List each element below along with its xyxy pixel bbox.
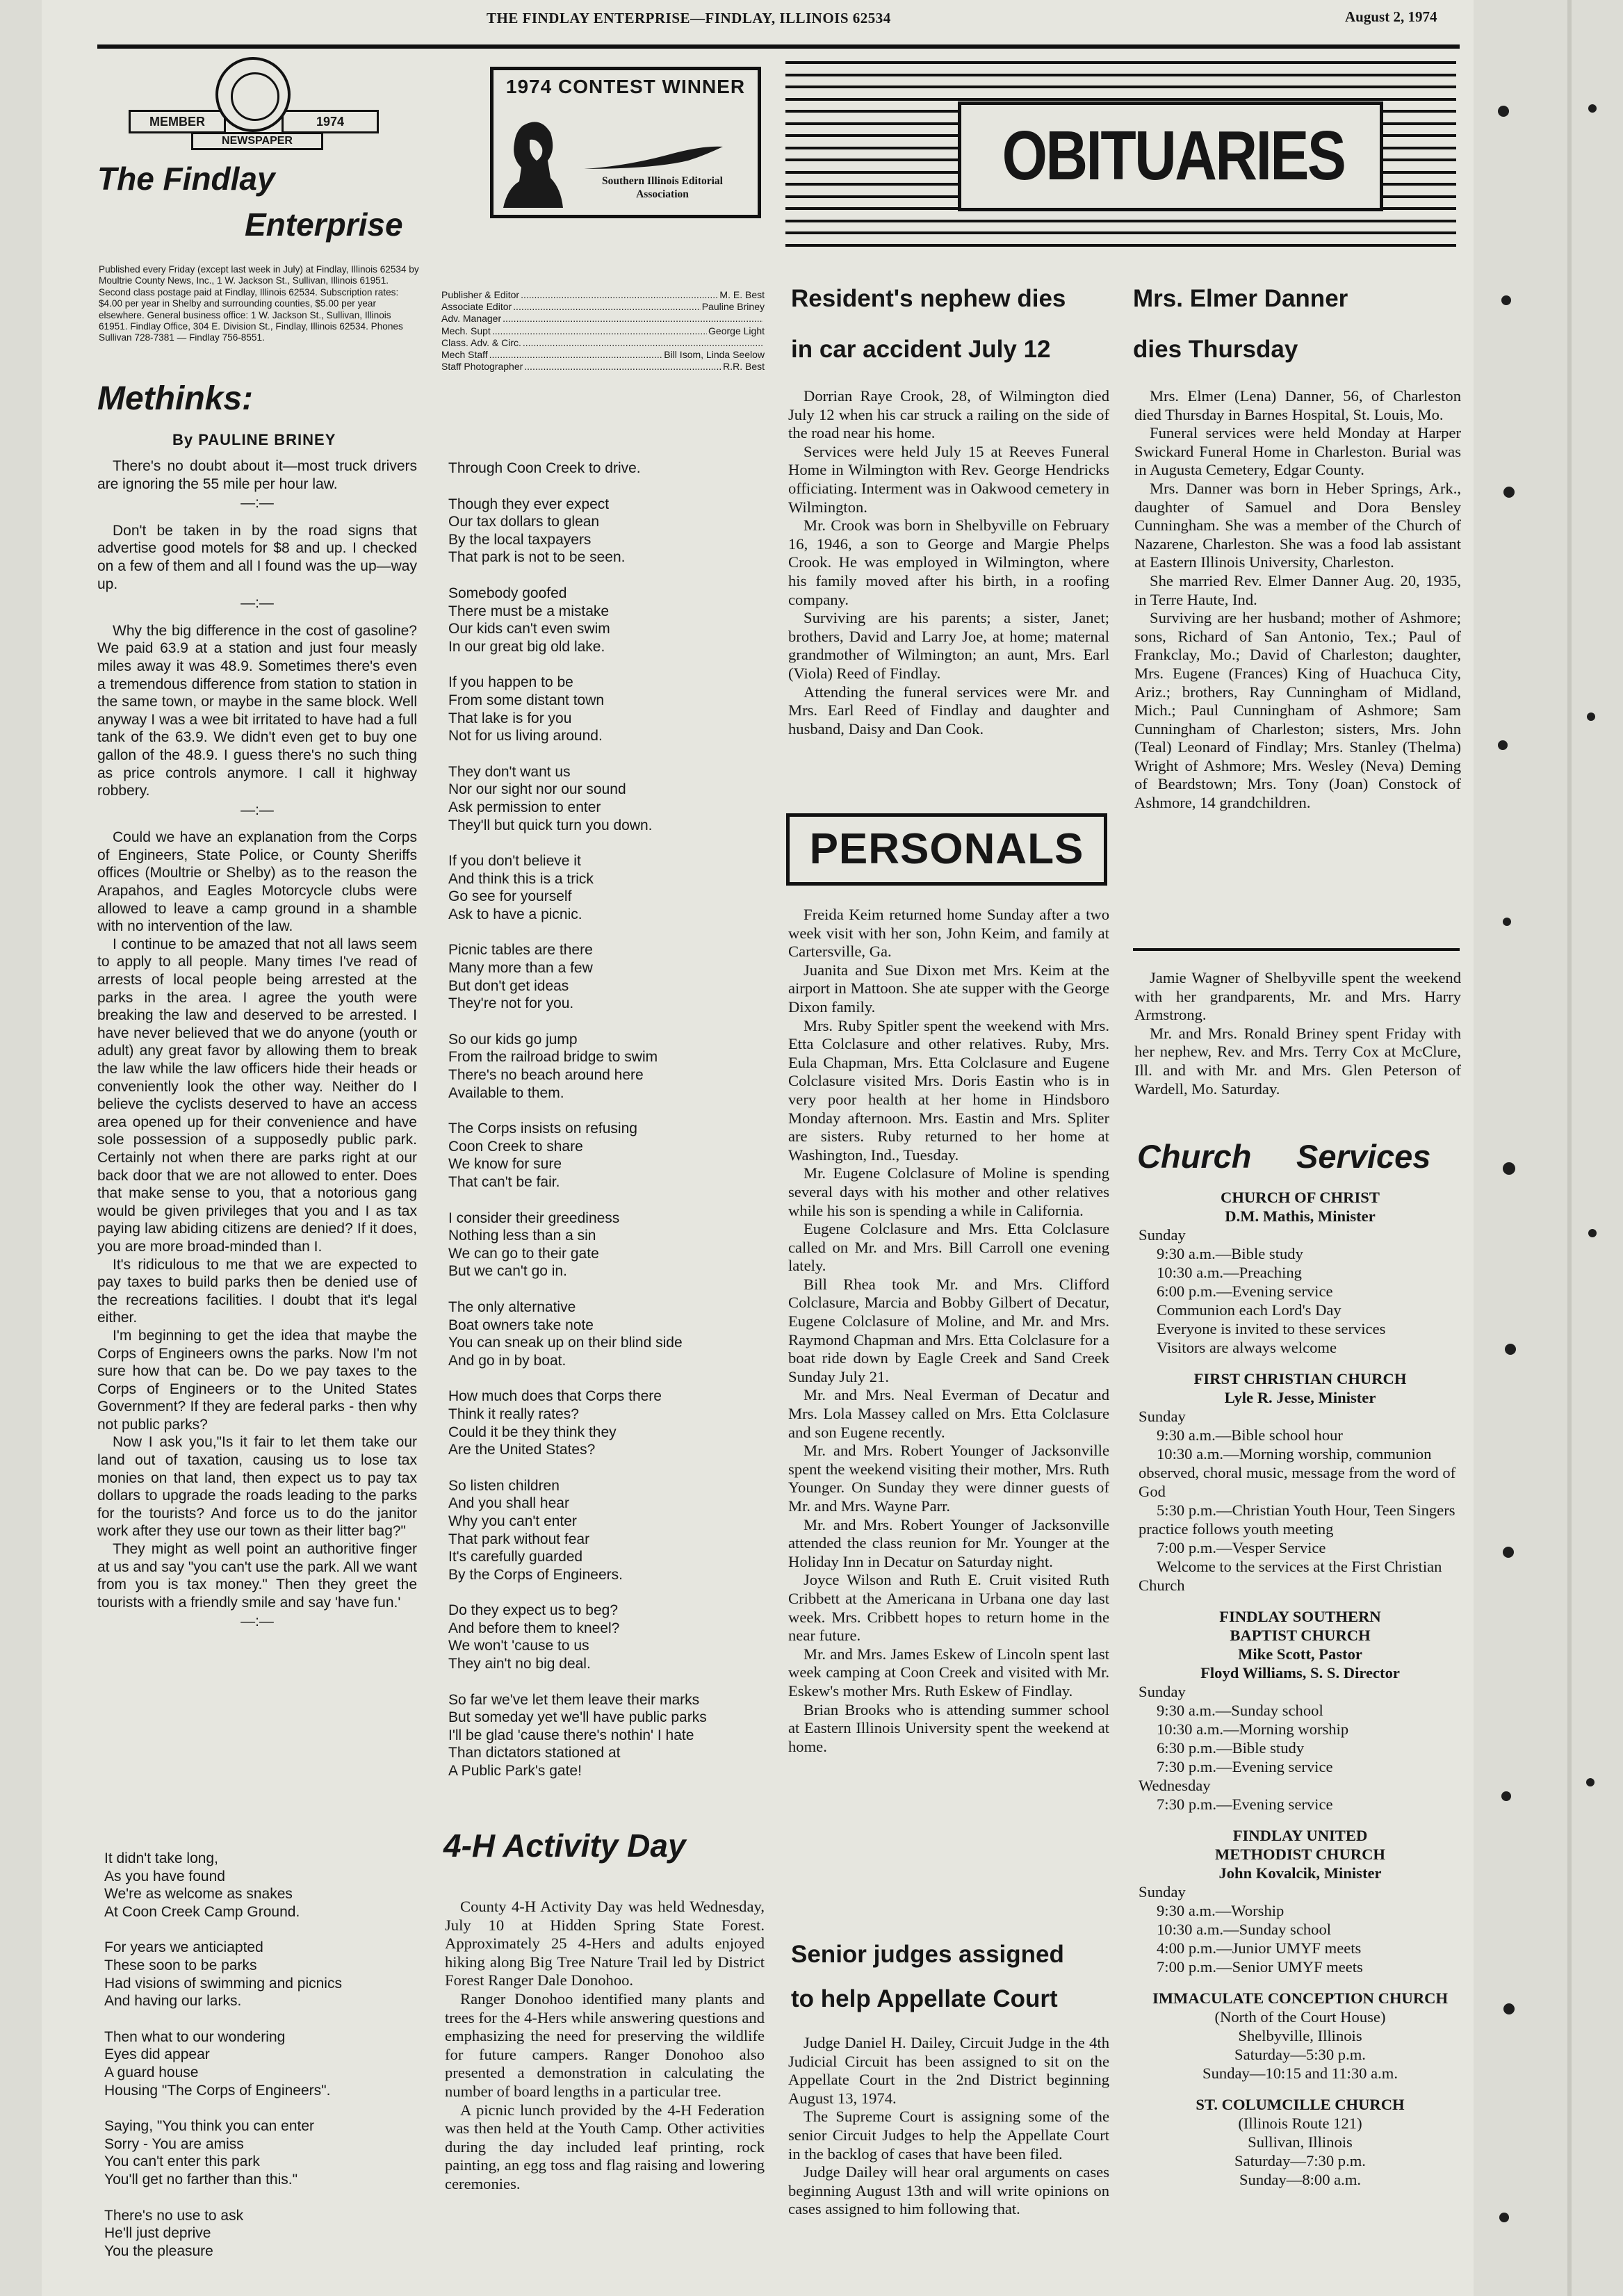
- more-personals-text: [1134, 969, 1461, 1098]
- activity-day-article: [445, 1898, 765, 2194]
- danner-headline-1: Mrs. Elmer Danner: [1133, 285, 1348, 312]
- staff-name: Bill Isom, Linda Seelow: [664, 349, 765, 361]
- personals-title: PERSONALS: [786, 813, 1107, 886]
- church-name: ST. COLUMCILLE CHURCH: [1196, 2096, 1405, 2113]
- punch-hole: [1587, 713, 1595, 721]
- service-item: 7:00 p.m.—Vesper Service: [1157, 1539, 1326, 1556]
- service-item: 4:00 p.m.—Junior UMYF meets: [1157, 1939, 1362, 1957]
- paragraph: She married Rev. Elmer Danner Aug. 20, 1935, in Terre Haute, Ind.: [1134, 571, 1461, 608]
- poem-stanza: I consider their greediness Nothing less than a sin We can go to their gate But we can't go in.: [448, 1210, 620, 1280]
- staff-name: M. E. Best: [719, 289, 765, 300]
- banner-rule: [785, 61, 1456, 64]
- punch-hole: [1499, 2213, 1509, 2222]
- header-rule: [97, 44, 1460, 49]
- church-name: CHURCH OF CHRIST: [1221, 1189, 1380, 1206]
- church-detail: Shelbyville, Illinois: [1238, 2027, 1362, 2044]
- church-name: FINDLAY UNITED: [1232, 1827, 1368, 1844]
- more-personals: [1134, 969, 1461, 1098]
- poem-stanza: So far we've let them leave their marks But someday yet we'll have public parks I'll be glad 'cause there's nothin' I hate Than dictators stationed at A Public Park's gate!: [448, 1691, 707, 1780]
- punch-hole: [1503, 918, 1511, 926]
- poem-stanza: Though they ever expect Our tax dollars to glean By the local taxpayers That park is not to be seen.: [448, 496, 626, 566]
- church-detail: Sunday—10:15 and 11:30 a.m.: [1202, 2065, 1398, 2082]
- church-of-christ: [1139, 1188, 1462, 1357]
- church-name: FIRST CHRISTIAN CHURCH: [1193, 1370, 1407, 1387]
- paragraph: Brian Brooks who is attending summer school at Eastern Illinois University spent the weekend at home.: [788, 1700, 1109, 1755]
- staff-role: Associate Editor: [441, 301, 512, 313]
- church-director: Floyd Williams, S. S. Director: [1200, 1664, 1400, 1682]
- service-day: Sunday: [1139, 1226, 1186, 1244]
- poem-stanza: Do they expect us to beg? And before them to kneel? We won't 'cause to us They ain't no big deal.: [448, 1602, 620, 1672]
- paragraph: Joyce Wilson and Ruth E. Cruit visited Ruth Cribbett at the Americana in Urbana one day last week. Mrs. Cribbett hopes to return home in the near future.: [788, 1571, 1109, 1645]
- church-name: IMMACULATE CONCEPTION CHURCH: [1152, 1989, 1449, 2007]
- first-christian-church: [1139, 1369, 1462, 1595]
- church-minister: D.M. Mathis, Minister: [1225, 1207, 1376, 1225]
- service-day: Sunday: [1139, 1883, 1186, 1900]
- poem-stanza: The only alternative Boat owners take note You can sneak up on their blind side And go in by boat.: [448, 1298, 683, 1369]
- banner-rule: [785, 220, 1456, 222]
- findlay-united-methodist-church: [1139, 1826, 1462, 1976]
- paragraph: Freida Keim returned home Sunday after a two week visit with her son, John Keim, and family at Cartersville, Ga.: [788, 906, 1109, 961]
- staff-name: Pauline Briney: [701, 301, 765, 313]
- staff-role: Staff Photographer: [441, 361, 523, 373]
- paragraph: —:—: [240, 1613, 274, 1630]
- methinks-poem-part-1: [104, 1850, 417, 2278]
- church-minister: Lyle R. Jesse, Minister: [1224, 1389, 1376, 1406]
- danner-headline-2: dies Thursday: [1133, 336, 1298, 363]
- judges-headline-2: to help Appellate Court: [791, 1985, 1058, 2012]
- paragraph: The Supreme Court is assigning some of the senior Circuit Judges to help the Appellate Court in the backlog of cases that have been filed.: [788, 2108, 1109, 2163]
- service-item: 10:30 a.m.—Morning worship, communion observed, choral music, message from the word of God: [1139, 1445, 1456, 1500]
- paragraph: A picnic lunch provided by the 4-H Federation was then held at the Youth Camp. Other activities during the day included leaf printing, rock painting, an egg toss and flag raising and lowering ceremonies.: [445, 2101, 765, 2192]
- service-item: 9:30 a.m.—Bible study: [1157, 1245, 1303, 1262]
- masthead-title-line1: The Findlay: [97, 161, 275, 197]
- paragraph: I'm beginning to get the idea that maybe the Corps of Engineers owns the parks. Now I'm not sure how that can be. Do we pay taxes to the Corps of Engineers or to the United States Government? If they are federal parks - then why not public parks?: [97, 1327, 417, 1433]
- service-item: 10:30 a.m.—Preaching: [1157, 1264, 1302, 1281]
- banner-rule: [785, 86, 1456, 88]
- poem-stanza: So our kids go jump From the railroad bridge to swim There's no beach around here Available to them.: [448, 1031, 658, 1101]
- punch-hole: [1503, 487, 1515, 498]
- paragraph: —:—: [240, 595, 274, 612]
- paragraph: They might as well point an authoritive finger at us and say "you can't use the park. All we want from you is tax money." Then they greet the tourists with a friendly smile and say 'have fun.': [97, 1541, 417, 1611]
- staff-role: Publisher & Editor: [441, 289, 520, 300]
- punch-hole: [1503, 2003, 1515, 2014]
- paragraph: Could we have an explanation from the Corps of Engineers, State Police, or County Sheriffs offices (Moultrie or Shelby) as to the reason the Arapahos, and Eagles Motorcycle clubs were allowed to leave a camp ground in a shamble with no intervention of the law.: [97, 829, 417, 935]
- poem-stanza: Somebody goofed There must be a mistake Our kids can't even swim In our great big old lake.: [448, 585, 610, 655]
- staff-role: Mech. Supt: [441, 325, 491, 336]
- paragraph: Mr. and Mrs. Robert Younger of Jacksonville attended the class reunion for Mr. Younger at the Holiday Inn in Decatur on Saturday night.: [788, 1515, 1109, 1570]
- paragraph: —:—: [240, 495, 274, 512]
- methinks-column-1: [97, 457, 417, 1640]
- service-item: 7:30 p.m.—Evening service: [1157, 1796, 1333, 1813]
- quill-pen-icon: [584, 145, 723, 173]
- punch-hole: [1498, 106, 1509, 117]
- column-divider: [1133, 948, 1460, 951]
- association-seal-icon: [215, 57, 291, 132]
- paragraph: Judge Daniel H. Dailey, Circuit Judge in the 4th Judicial Circuit has been assigned to sit on the Appellate Court in the 2nd District beginning August 13, 1974.: [788, 2034, 1109, 2107]
- obituaries-title: OBITUARIES: [1002, 117, 1345, 195]
- paragraph: County 4-H Activity Day was held Wednesday, July 10 at Hidden Spring State Forest. Approximately 25 4-Hers and adults enjoyed hiking along Big Tree Nature Trail led by District Forest Ranger Dale Donohoo.: [445, 1898, 765, 1989]
- banner-rule: [785, 98, 1456, 101]
- staff-name: R.R. Best: [723, 361, 765, 373]
- staff-box: [441, 289, 765, 373]
- church-minister: John Kovalcik, Minister: [1218, 1864, 1382, 1882]
- punch-hole: [1501, 295, 1511, 305]
- activity-day-text: [445, 1898, 765, 2194]
- poem-stanza: So listen children And you shall hear Why you can't enter That park without fear It's carefully guarded By the Corps of Engineers.: [448, 1477, 623, 1583]
- church-name: BAPTIST CHURCH: [1230, 1627, 1371, 1644]
- danner-text: [1134, 387, 1461, 813]
- punch-hole: [1586, 1778, 1595, 1786]
- paragraph: Dorrian Raye Crook, 28, of Wilmington died July 12 when his car struck a railing on the side of the road near his home.: [788, 387, 1109, 442]
- danner-article: [1134, 387, 1461, 813]
- staff-row: [441, 325, 765, 337]
- masthead-title-line2: Enterprise: [245, 206, 403, 243]
- banner-rule: [785, 74, 1456, 76]
- paragraph: Attending the funeral services were Mr. and Mrs. Earl Reed of Findlay and daughter and husband, Daisy and Dan Cook.: [788, 683, 1109, 738]
- church-name: METHODIST CHURCH: [1214, 1846, 1385, 1863]
- methinks-text: [97, 457, 417, 1631]
- punch-hole: [1501, 1791, 1511, 1801]
- personals-text: [788, 906, 1109, 1756]
- personals-article: [788, 906, 1109, 1756]
- paragraph: Surviving are his parents; a sister, Janet; brothers, David and Larry Joe, at home; maternal grandmother of Wilmington; an aunt, Mrs. Earl (Viola) Reed of Findlay.: [788, 609, 1109, 682]
- poem-stanza: It didn't take long, As you have found We're as welcome as snakes At Coon Creek Camp Ground.: [104, 1850, 300, 1920]
- service-item: 6:00 p.m.—Evening service: [1157, 1283, 1333, 1300]
- service-item: 9:30 a.m.—Worship: [1157, 1902, 1284, 1919]
- poem-stanza: If you don't believe it And think this is a trick Go see for yourself Ask to have a picnic.: [448, 853, 594, 922]
- judges-article: [788, 2034, 1109, 2219]
- service-item: 10:30 a.m.—Morning worship: [1157, 1720, 1349, 1738]
- judges-headline-1: Senior judges assigned: [791, 1941, 1064, 1968]
- paragraph: Mrs. Ruby Spitler spent the weekend with Mrs. Etta Colclasure and other relatives. Ruby, Mrs. Eula Chapman, Mrs. Etta Colclasure and Eugene Colclasure visited Mrs. Doris Eastin who is in very poor health at her home in Hindsboro Monday afternoon. Mrs. Eastin and Mrs. Spliter are sisters. Ruby returned to her home at Washington, Ind., Tuesday.: [788, 1016, 1109, 1164]
- nephew-headline-2: in car accident July 12: [791, 336, 1051, 363]
- paragraph: Jamie Wagner of Shelbyville spent the weekend with her grandparents, Mr. and Mrs. Harry Armstrong.: [1134, 969, 1461, 1024]
- church-detail: Sullivan, Illinois: [1248, 2133, 1353, 2151]
- church-detail: Saturday—5:30 p.m.: [1234, 2046, 1366, 2063]
- church-detail: Saturday—7:30 p.m.: [1234, 2152, 1366, 2169]
- service-item: Communion each Lord's Day: [1157, 1301, 1341, 1319]
- nephew-headline-1: Resident's nephew dies: [791, 285, 1066, 312]
- paragraph: There's no doubt about it—most truck drivers are ignoring the 55 mile per hour law.: [97, 458, 417, 492]
- service-item: 9:30 a.m.—Sunday school: [1157, 1702, 1323, 1719]
- service-day: Wednesday: [1139, 1777, 1211, 1794]
- church-detail: (North of the Court House): [1214, 2008, 1386, 2026]
- paragraph: Why the big difference in the cost of gasoline? We paid 63.9 at a station and just four measly miles away it was 48.9. Sometimes there's even a tremendous difference from station to station in the same town, or maybe in the same block. Well anyway I was a wee bit irritated to have had a full tank of the 63.9. We didn't even get to buy one gallon of the 48.9. I guess there's no such thing as price controls anymore. I call it highway robbery.: [97, 622, 417, 799]
- judges-text: [788, 2034, 1109, 2219]
- service-item: 9:30 a.m.—Bible school hour: [1157, 1426, 1343, 1444]
- paragraph: Now I ask you,"Is it fair to let them take our land out of taxation, causing us to lose tax monies on that land, then expect us to pay tax dollars to upgrade the roads leading to the parks for the tourists? And force us to do the janitor work after they use our town as their litter bag?": [97, 1434, 417, 1540]
- nephew-text: [788, 387, 1109, 738]
- paragraph: Mrs. Elmer (Lena) Danner, 56, of Charleston died Thursday in Barnes Hospital, St. Louis, Mo.: [1134, 387, 1461, 423]
- staff-row: [441, 301, 765, 313]
- church-detail: (Illinois Route 121): [1238, 2115, 1362, 2132]
- paragraph: Ranger Donohoo identified many plants and trees for the 4-Hers while answering questions and emphasizing the need for preserving the wildlife for future campers. Ranger Donohoo also presented a demonstration in calculating the number of board lengths in a particular tree.: [445, 1989, 765, 2100]
- nephew-article: [788, 387, 1109, 738]
- punch-hole: [1498, 740, 1508, 750]
- service-item: 6:30 p.m.—Bible study: [1157, 1739, 1305, 1757]
- publication-info: Published every Friday (except last week in July) at Findlay, Illinois 62534 by Moultrie County News, Inc., 1 W. Jackson St., Sullivan, Illinois 61951. Second class postage paid at Findlay, Illinois 62534. Subscription rates: $4.00 per year in Shelby and surrounding counties, $5.00 per year elsewhere. General business office: 1 W. Jackson St., Sullivan, Illinois 61951. Findlay Office, 304 E. Division St., Findlay, Illinois 62534. Phones Sullivan 728-7381 — Findlay 756-8551.: [99, 264, 419, 343]
- staff-row: [441, 361, 765, 373]
- banner-rule: [785, 231, 1456, 234]
- page-edge-shadow: [1567, 0, 1572, 2296]
- paragraph: It's ridiculous to me that we are expected to pay taxes to build parks then be denied use of the recreations facilities. I doubt that it's legal either.: [97, 1256, 417, 1326]
- church-services-title-left: Church: [1137, 1138, 1252, 1175]
- staff-role: Class. Adv. & Circ.: [441, 336, 521, 348]
- church-services-title-right: Services: [1296, 1138, 1431, 1175]
- paragraph: Mr. and Mrs. Neal Everman of Decatur and Mrs. Lola Massey called on Mrs. Etta Colclasure and son Eugene recently.: [788, 1386, 1109, 1441]
- obituaries-box: [958, 101, 1383, 211]
- lincoln-bust-icon: [502, 112, 564, 208]
- paragraph: Judge Dailey will hear oral arguments on cases beginning August 13th and will write opinions on cases assigned to him following that.: [788, 2163, 1109, 2218]
- contest-title: 1974 CONTEST WINNER: [505, 76, 746, 97]
- service-item: Visitors are always welcome: [1157, 1339, 1337, 1356]
- service-item: Welcome to the services at the First Christian Church: [1139, 1558, 1442, 1594]
- service-day: Sunday: [1139, 1683, 1186, 1700]
- staff-role: Mech Staff: [441, 349, 488, 361]
- paragraph: Mr. Eugene Colclasure of Moline is spending several days with his mother and other relatives while his son is spending a while in California.: [788, 1164, 1109, 1219]
- staff-row: [441, 289, 765, 301]
- paragraph: —:—: [240, 801, 274, 818]
- paragraph: Mr. and Mrs. Ronald Briney spent Friday with her nephew, Rev. and Mrs. Terry Cox at McClure, Ill. and with Mr. and Mrs. Glen Peterson of Wardell, Mo. Saturday.: [1134, 1024, 1461, 1098]
- paragraph: Juanita and Sue Dixon met Mrs. Keim at the airport in Mattoon. She ate supper with the George Dixon family.: [788, 961, 1109, 1016]
- church-listings: [1139, 1188, 1462, 2201]
- contest-organization: Southern Illinois Editorial Association: [602, 175, 723, 200]
- running-head: THE FINDLAY ENTERPRISE—FINDLAY, ILLINOIS 62534: [487, 10, 891, 26]
- st-columcille-church: [1139, 2095, 1462, 2189]
- poem-stanza: The Corps insists on refusing Coon Creek to share We know for sure That can't be fair.: [448, 1121, 637, 1190]
- staff-row: [441, 313, 765, 325]
- poem-stanza: There's no use to ask He'll just deprive You the pleasure: [104, 2207, 244, 2259]
- punch-hole: [1503, 1162, 1515, 1175]
- poem-stanza: They don't want us Nor our sight nor our sound Ask permission to enter They'll but quick turn you down.: [448, 763, 653, 833]
- paragraph: Mr. and Mrs. Robert Younger of Jacksonville spent the weekend visiting their mother, Mrs. Ruth Younger. On Sunday they were dinner guests of Mr. and Mrs. Wayne Parr.: [788, 1442, 1109, 1515]
- paragraph: Don't be taken in by the road signs that advertise good motels for $8 and up. I checked on a few of them and all I found was the up—way up.: [97, 522, 417, 592]
- staff-role: Adv. Manager: [441, 313, 502, 325]
- paragraph: Mr. and Mrs. James Eskew of Lincoln spent last week camping at Coon Creek and visited with Mr. Eskew's mother Mrs. Ruth Eskew of Findlay.: [788, 1645, 1109, 1700]
- methinks-title: Methinks:: [97, 380, 254, 417]
- poem-stanza: How much does that Corps there Think it really rates? Could it be they think they Are the United States?: [448, 1388, 662, 1458]
- member-flag-left: MEMBER: [129, 110, 226, 133]
- banner-rule: [785, 244, 1456, 247]
- paragraph: Bill Rhea took Mr. and Mrs. Clifford Colclasure, Marcia and Bobby Gilbert of Decatur, Eugene Colclasure of Moline, and Mr. and Mrs. Raymond Chapman and Mrs. Etta Colclasure for a boat ride down by Eagle Creek and Sand Creek Sunday July 21.: [788, 1275, 1109, 1385]
- paragraph: Mr. Crook was born in Shelbyville on February 16, 1946, a son to George and Margie Phelps Crook. He was employed in Wilmington, where his family moved after his birth, in a roofing company.: [788, 516, 1109, 608]
- activity-day-title: 4-H Activity Day: [443, 1827, 686, 1864]
- church-detail: Sunday—8:00 a.m.: [1239, 2171, 1362, 2188]
- service-item: 10:30 a.m.—Sunday school: [1157, 1921, 1332, 1938]
- staff-row: [441, 337, 765, 349]
- punch-hole: [1588, 1229, 1597, 1237]
- staff-row: [441, 349, 765, 361]
- member-newspaper-badge: [129, 57, 379, 151]
- paragraph: Eugene Colclasure and Mrs. Etta Colclasure called on Mr. and Mrs. Bill Carroll one evening lately.: [788, 1220, 1109, 1275]
- punch-hole: [1503, 1547, 1514, 1558]
- poem-stanza: Then what to our wondering Eyes did appear A guard house Housing "The Corps of Engineers".: [104, 2028, 331, 2099]
- paragraph: Services were held July 15 at Reeves Funeral Home in Wilmington with Rev. George Hendricks officiating. Interment was in Oakwood cemetery in Wilmington.: [788, 442, 1109, 516]
- contest-winner-box: [490, 67, 761, 218]
- service-item: 5:30 p.m.—Christian Youth Hour, Teen Singers practice follows youth meeting: [1139, 1501, 1455, 1538]
- poem-stanza: For years we anticiapted These soon to be parks Had visions of swimming and picnics And having our larks.: [104, 1939, 342, 2010]
- poem-stanza: Picnic tables are there Many more than a few But don't get ideas They're not for you.: [448, 942, 593, 1012]
- issue-date: August 2, 1974: [1345, 8, 1437, 25]
- church-pastor: Mike Scott, Pastor: [1238, 1645, 1362, 1663]
- poem-stanza: Saying, "You think you can enter Sorry - You are amiss You can't enter this park You'll get no farther than this.": [104, 2118, 315, 2188]
- member-flag-bottom: NEWSPAPER: [191, 132, 323, 150]
- paragraph: Funeral services were held Monday at Harper Swickard Funeral Home in Charleston. Burial was in Augusta Cemetery, Edgar County.: [1134, 424, 1461, 479]
- service-item: 7:00 p.m.—Senior UMYF meets: [1157, 1958, 1363, 1976]
- staff-name: George Light: [708, 325, 765, 336]
- punch-hole: [1588, 104, 1597, 113]
- poem-stanza: If you happen to be From some distant town That lake is for you Not for us living around.: [448, 674, 605, 744]
- member-flag-right: 1974: [282, 110, 379, 133]
- immaculate-conception-church: [1139, 1989, 1462, 2083]
- findlay-southern-baptist-church: [1139, 1607, 1462, 1814]
- paragraph: Surviving are her husband; mother of Ashmore; sons, Richard of San Antonio, Tex.; Paul of Frankclay, Mo.; David of Charleston; daughter, Mrs. Eugene (Frances) King of Huachuca City, Ariz.; brothers, Ray Cunningham of Midland, Mich.; Paul Cunningham of Ashmore; Sam Cunningham of Charleston; sisters, Mrs. John (Teal) Leonard of Findlay; Mrs. Stanley (Thelma) Wright of Ashmore; Mrs. Wesley (Neva) Deming of Beardstown; Mrs. Tony (Joan) Constock of Ashmore, 14 grandchildren.: [1134, 609, 1461, 812]
- paragraph: I continue to be amazed that not all laws seem to apply to all people. Many times I've read of arrests of local people being arrested at the parks in the area. I agree the youth were breaking the law and deserved to be arrested. I have never believed that we do anyone (youth or adult) any great favor by allowing them to break the law while the law officers hide their heads or conveniently look the other way. Neither do I believe the cyclists deserved to have an access area opened up for their convenience and have sole possession of a supposedly public park. Certainly not when there are parks right at our back door that we are not allowed to enter. Does that make sense to you, that a notorious gang would be given privileges that you and I as tax paying law abiding citizens are denied? If it does, you are more broad-minded than I.: [97, 936, 417, 1255]
- methinks-poem-part-2: [448, 459, 761, 1798]
- poem-stanza: Through Coon Creek to drive.: [448, 460, 641, 476]
- church-name: FINDLAY SOUTHERN: [1219, 1608, 1381, 1625]
- service-day: Sunday: [1139, 1408, 1186, 1425]
- obituaries-banner: [785, 58, 1456, 257]
- service-item: Everyone is invited to these services: [1157, 1320, 1386, 1337]
- service-item: 7:30 p.m.—Evening service: [1157, 1758, 1333, 1775]
- methinks-byline: By PAULINE BRINEY: [172, 431, 336, 448]
- paragraph: Mrs. Danner was born in Heber Springs, Ark., daughter of Samuel and Dora Bensley Cunningham. She was a member of the Church of Nazarene, Charleston. She was a food lab assistant at Eastern Illinois University, Charleston.: [1134, 479, 1461, 571]
- punch-hole: [1505, 1344, 1516, 1355]
